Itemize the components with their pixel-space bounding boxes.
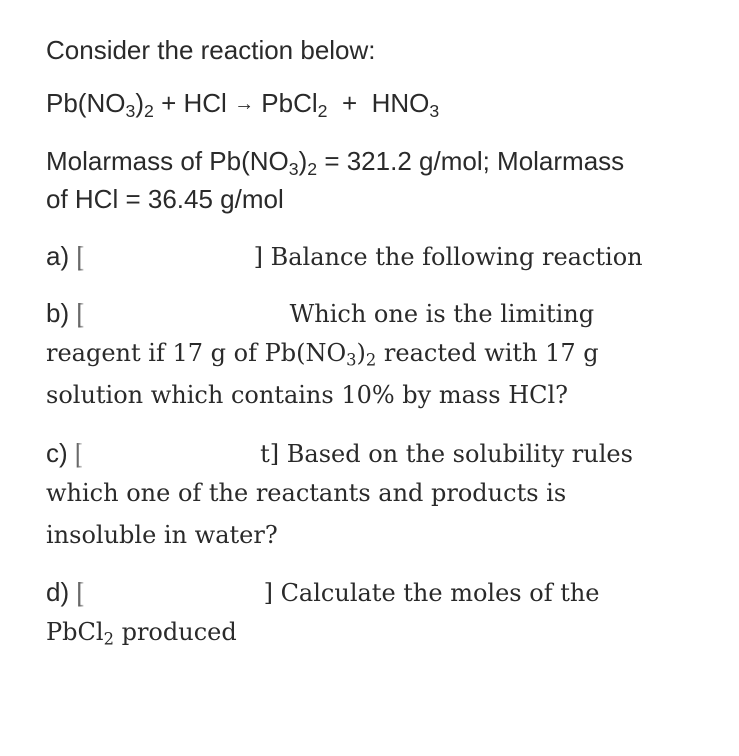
question-c bbox=[46, 439, 633, 469]
reactant-hcl: HCl bbox=[183, 88, 227, 118]
question-label: a) [ bbox=[46, 241, 84, 271]
reactant-lead-nitrate: $Pb(NO_3)_2$ bbox=[46, 88, 154, 121]
product-lead-chloride: PbCl$_2$ bbox=[261, 88, 328, 121]
question-c-line-2: which one of the reactants and products is bbox=[46, 479, 567, 507]
redaction-block bbox=[82, 439, 260, 469]
reaction-equation bbox=[46, 88, 440, 121]
question-b bbox=[46, 299, 594, 329]
question-text: ] Calculate the moles of the bbox=[263, 579, 600, 607]
redaction-block bbox=[84, 242, 254, 272]
question-b-line-3: solution which contains 10% by mass HCl? bbox=[46, 381, 569, 409]
reaction-arrow-icon: → bbox=[234, 93, 255, 115]
plus-sign: + bbox=[161, 88, 177, 118]
intro-text: Consider the reaction below: bbox=[46, 35, 376, 65]
molar-mass-line-2: of HCl = 36.45 g/mol bbox=[46, 184, 284, 214]
redaction-block bbox=[84, 299, 284, 329]
product-nitric-acid: $HNO_3$ bbox=[371, 88, 440, 121]
molar-mass-line-1: Molarmass of $Pb(NO_3)_2 = 321.2$ g/mol; Molarmass bbox=[46, 146, 625, 179]
question-d-line-2: PbCl$_2$ produced bbox=[46, 618, 237, 649]
question-text: t] Based on the solubility rules bbox=[260, 440, 633, 468]
redaction-block bbox=[84, 578, 264, 608]
question-a bbox=[46, 242, 643, 272]
question-d bbox=[46, 578, 600, 608]
question-c-line-3: insoluble in water? bbox=[46, 521, 278, 549]
question-label: d) [ bbox=[46, 577, 84, 607]
plus-sign: + bbox=[341, 88, 358, 118]
question-text: Which one is the limiting bbox=[289, 300, 595, 328]
question-label: c) [ bbox=[46, 438, 83, 468]
question-text: ] Balance the following reaction bbox=[253, 243, 643, 271]
question-b-line-2: reagent if 17 g of $Pb(NO_3)_2$ reacted with 17 g bbox=[46, 339, 599, 370]
question-label: b) [ bbox=[46, 298, 84, 328]
